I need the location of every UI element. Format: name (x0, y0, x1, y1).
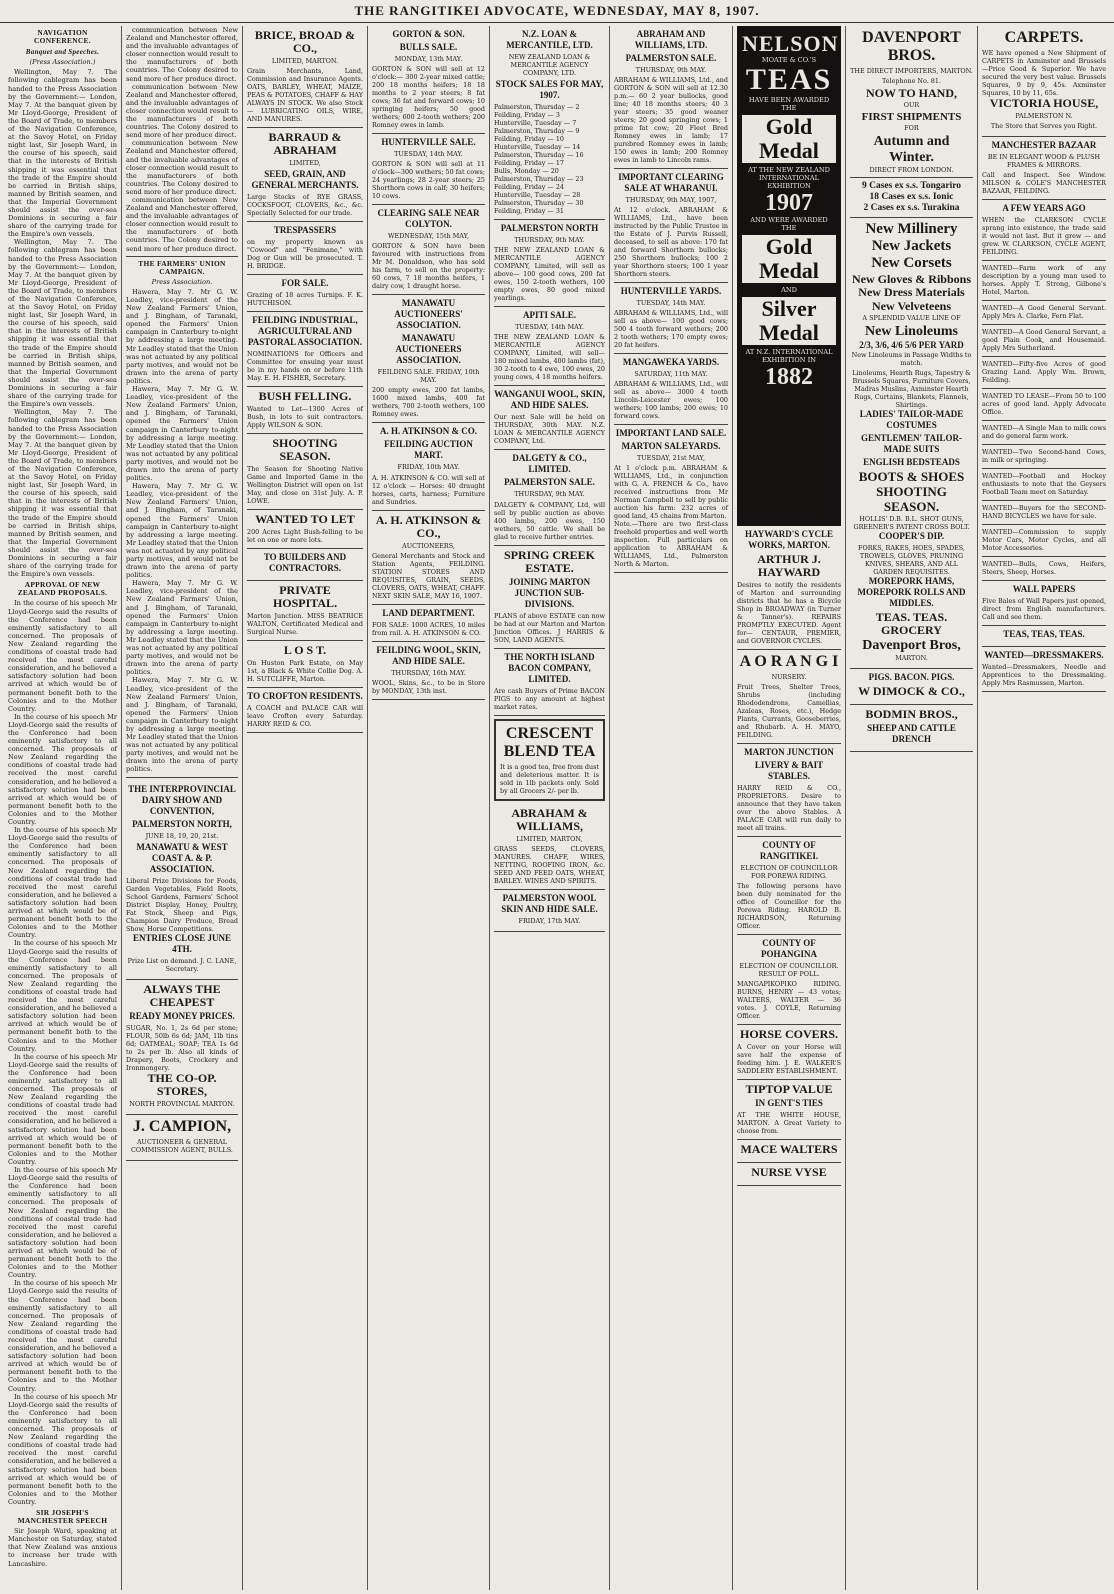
article-body-cont: In the course of his speech Mr Lloyd-George said the results of the Conference had been eminently satisfactory to all concerned. The proposals of New Zealand regarding the conditions of coastal trade had received the most careful consideration, and he believed a satisfactory solution had been arrived at which would be of permanent benefit both to the Colonies and to the Mother Country. (8, 1052, 117, 1166)
wanted-notice: WANTED—Fifty-five Acres of good Grazing Land. Apply Wm. Brown, Feilding. (982, 357, 1106, 389)
coop-stores-ad: ALWAYS THE CHEAPEST READY MONEY PRICES. SUGAR, No. 1, 2s 6d per stone; FLOUR, 50lb 6s 6d; JAM, 1lb tins 6d; OATMEAL; SOAP; TEA 1s 6d to 2s per lb. Also all kinds of Drapery, Boots, Crockery and Ironmongery. THE CO-OP. STORES, NORTH PROVINCIAL MARTON. (126, 980, 238, 1115)
fixture-row: Palmerston, Thursday — 23 (494, 175, 584, 184)
article-body-cont: In the course of his speech Mr Lloyd-George said the results of the Conference had been eminently satisfactory to all concerned. The proposals of New Zealand regarding the conditions of coastal trade had received the most careful consideration, and he believed a satisfactory solution had been arrived at which would be of permanent benefit both to the Colonies and to the Mother Country. (8, 1392, 117, 1506)
fixture-row: Feilding, Friday — 3 (494, 111, 560, 120)
crescent-tea-ad: CRESCENT BLEND TEA It is a good tea, free from dust and deleterious matter. It is sold in 1lb packets only. Sold by all Grocers 2/- per lb. (494, 719, 605, 801)
aorangi-nursery-ad: A O R A N G I NURSERY. Fruit Trees, Shelter Trees, Shrubs (including Rhododendrons, Camellias, Azaleas, Roses, etc.), Hedge Plants, Currants, Gooseberries, and Rhubarb. A. H. MAYO, FEILDING. (737, 650, 841, 744)
article-body: Sir Joseph Ward, speaking at Manchester on Saturday, stated that New Zealand was anxious to increase her trade with Lancashire. (8, 1527, 117, 1568)
wanted-notices-list (982, 261, 1106, 581)
manawatu-auctioneers-ad: MANAWATU AUCTIONEERS' ASSOCIATION. MANAWATU AUCTIONEERS ASSOCIATION. FEILDING SALE. FRIDAY, 10th MAY. 200 empty ewes, 200 fat lambs, 1600 mixed lambs, 400 fat wethers, 700 2-tooth wethers, 100 Romney ewes. (372, 295, 485, 423)
mace-walters-ad: MACE WALTERS (737, 1140, 841, 1163)
atkinson-auction-mart-ad: A. H. ATKINSON & CO. FEILDING AUCTION MART. FRIDAY, 10th MAY. A. H. ATKINSON & CO. will sell at 12 o'clock — Horses: 40 draught horses, carts, harness; Furniture and Sundries. (372, 423, 485, 510)
apiti-sale-ad: APITI SALE. TUESDAY, 14th MAY. THE NEW ZEALAND LOAN & MERCANTILE AGENCY COMPANY, Limited, will sell— 180 mixed lambs, 400 lambs (fat), 30 2-tooth to 4 ewe, 100 ewes, 20 young cows, 4 18 months heifers. (494, 307, 605, 386)
teas-ad: TEAS, TEAS, TEAS. (982, 626, 1106, 647)
fixture-row: Hunterville, Tuesday — 28 (494, 191, 581, 200)
shooting-season-notice: SHOOTING SEASON. The Season for Shooting Native Game and Imported Game in the Wellington District will open on 1st May, and close on 31st July. A. P. LOWE. (247, 434, 363, 510)
dressmakers-ad: WANTED—DRESSMAKERS. Wanted—Dressmakers, Needle and Apprentices to the Dressmaking. Apply Mrs Rasmussen, Marton. (982, 647, 1106, 692)
barraud-abraham-ad: BARRAUD & ABRAHAM LIMITED, SEED, GRAIN, AND GENERAL MERCHANTS. Large Stocks of RYE GRASS, COCKSFOOT, CLOVERS, &c., &c. Specially Selected for our trade. (247, 128, 363, 222)
horse-covers-ad: HORSE COVERS. A Cover on your Horse will save half the expense of feeding him. J. E. WALKER'S SADDLERY ESTABLISHMENT. (737, 1025, 841, 1080)
column-6 (609, 26, 732, 1590)
article-body-cont: In the course of his speech Mr Lloyd-George said the results of the Conference had been eminently satisfactory to all concerned. The proposals of New Zealand regarding the conditions of coastal trade had received the most careful consideration, and he believed a satisfactory solution had been arrived at which would be of permanent benefit both to the Colonies and to the Mother Country. (8, 939, 117, 1053)
feilding-wool-sale-ad: FEILDING WOOL, SKIN, AND HIDE SALE. THURSDAY, 16th MAY. WOOL, Skins, &c., to be in Store by MONDAY, 13th inst. (372, 642, 485, 700)
white-house-ties-ad: TIPTOP VALUE IN GENT'S TIES AT THE WHITE HOUSE, MARTON. A Great Variety to choose from. (737, 1080, 841, 1140)
hayward-cycle-ad: HAYWARD'S CYCLE WORKS, MARTON. ARTHUR J. HAYWARD Desires to notify the residents of Marton and surrounding districts that he has a Bicycle Shop in BROADWAY (in Turner & Tanner's). REPAIRS PROMPTLY EXECUTED. Agent for— CENTAUR, PREMIER, and GOVERNOR CYCLES. (737, 526, 841, 650)
livery-stables-ad: MARTON JUNCTION LIVERY & BAIT STABLES. HARRY REID & CO., PROPRIETORS. Desire to announce that they have taken over the above Stables. A PALACE CAR will run daily to meet all trains. (737, 744, 841, 837)
article-body-cont: communication between New Zealand and Manchester offered, and the invaluable advantages of closer connection would result to the manufacturers of both countries. The Colony desired to send more of her produce direct. (126, 82, 238, 140)
nz-loan-mercantile-ad: N.Z. LOAN & MERCANTILE, LTD. NEW ZEALAND LOAN & MERCANTILE AGENCY COMPANY, LTD. STOCK SALES FOR MAY, 1907. Palmerston, Thursday — 2 Feilding, Friday — 3 Hunterville, Tuesday — 7 Palmerston, Thursday — 9 Feilding, Friday — 10 Hunterville, Tuesday — 14 Palmerston, Thursday — 16 Feilding, Friday — 17 Bulls, Monday — 20 Palmerston, Thursday — 23 Feilding, Friday — 24 Hunterville, Tuesday — 28 Palmerston, Thursday — 30 Feilding, Friday — 31 (494, 26, 605, 220)
feilding-association-notice: FEILDING INDUSTRIAL, AGRICULTURAL AND PASTORAL ASSOCIATION. NOMINATIONS for Officers and Committee for ensuing year must be in my hands on or before 11th May. E. H. FISHER, Secretary. (247, 312, 363, 387)
wanted-notice: WANTED—Football and Hockey enthusiasts to note that the Geysers Football Team meet on Saturday. (982, 469, 1106, 501)
palmerston-north-sale-ad: PALMERSTON NORTH THURSDAY, 9th MAY. THE NEW ZEALAND LOAN & MERCANTILE AGENCY COMPANY, Limited, will sell as above— 100 good cows, 200 fat ewes, 150 2-tooth wethers, 100 empty ewes, 80 good mixed yearlings. (494, 220, 605, 307)
article-heading: APPROVAL OF NEW ZEALAND PROPOSALS. (17, 580, 108, 598)
abraham-williams-seeds-ad: ABRAHAM & WILLIAMS, LIMITED, MARTON, GRASS SEEDS, CLOVERS, MANURES. CHAFF, WIRES, NETTING, ROOFING IRON, &c. SEED AND FEED OATS, WHEAT, BARLEY. WINES AND SPIRITS. (494, 804, 605, 890)
for-sale-notice: FOR SALE. Grazing of 18 acres Turnips. F. K. HUTCHISON. (247, 275, 363, 312)
fixture-row: Hunterville, Tuesday — 14 (494, 143, 581, 152)
nurse-vyse-ad: NURSE VYSE (737, 1163, 841, 1186)
article-body-cont: In the course of his speech Mr Lloyd-George said the results of the Conference had been eminently satisfactory to all concerned. The proposals of New Zealand regarding the conditions of coastal trade had received the most careful consideration, and he believed a satisfactory solution had been arrived at which would be of permanent benefit both to the Colonies and to the Mother Country. (8, 1166, 117, 1280)
mangaweka-yards-ad: MANGAWEKA YARDS. SATURDAY, 11th MAY. ABRAHAM & WILLIAMS, Ltd., will sell as above— 3000 4 tooth Lincoln-Leicester ewes; 100 wethers; 100 lambs; 200 ewes; 10 forward cows. (614, 354, 728, 425)
article-body: communication between New Zealand and Manchester offered, and the invaluable advantages of closer connection would result to the manufacturers of both countries. The Colony desired to send more of her produce direct. (126, 26, 238, 83)
article-source: Press Association. (151, 277, 213, 286)
column-4 (367, 26, 489, 1590)
column-5 (489, 26, 609, 1590)
rangitikei-election-ad: COUNTY OF RANGITIKEI. ELECTION OF COUNCILLOR FOR POREWA RIDING. The following persons have been duly nominated for the office of Councillor for the Porewa Riding. HAROLD B. RICHARDSON, Returning Officer. (737, 837, 841, 935)
article-body-cont: Wellington, May 7. The following cablegram has been handed to the Press Association by the Government:— London, May 7. At the banquet given by Mr Lloyd-George, President of the Board of Trade, to members of the Navigation Conference, at the Savoy Hotel, on Friday night last, Sir Joseph Ward, in the course of his speech, said that in the interests of British shipping it was essential that the trade of the Empire should be carried in British ships, manned by British seamen, and that the Imperial Government should assist the over-sea Dominions in securing a fair share of the carrying trade for the Empire's own vessels. (8, 238, 117, 409)
spring-creek-estate-ad: SPRING CREEK ESTATE. JOINING MARTON JUNCTION SUB-DIVISIONS. PLANS of above ESTATE can now be had at our Marton and Marton Junction Offices. J HARRIS & SON, LAND AGENTS. (494, 546, 605, 649)
bush-felling-notice: BUSH FELLING. Wanted to Let—1300 Acres of Bush, in lots to suit contractors. Apply WILSON & SON. (247, 387, 363, 434)
column-3 (242, 26, 367, 1590)
wanted-notice: WANTED—Bulls, Cows, Heifers, Steers, Sheep, Horses. (982, 557, 1106, 581)
article-heading: THE FARMERS' UNION CAMPAIGN. (138, 258, 226, 276)
lost-notice: L O S T. On Huston Park Estate, on May 1st, a Black & White Collie Dog. A. H. SUTCLIFFE, Marton. (247, 641, 363, 688)
bacon-company-ad: THE NORTH ISLAND BACON COMPANY, LIMITED. Are cash Buyers of Prime BACON PIGS to any amount at highest market rates. (494, 649, 605, 716)
dairy-show-ad: THE INTERPROVINCIAL DAIRY SHOW AND CONVENTION, PALMERSTON NORTH, JUNE 18, 19, 20, 21st. MANAWATU & WEST COAST A. & P. ASSOCIATION. Liberal Prize Divisions for Foods, Garden Vegetables, Field Roots, School Gardens, Farmers' School District Display, Honey, Poultry, Fat Stock, Sheep and Pigs, Champion Dairy Produce, Bread Show, Horse Competitions. ENTRIES CLOSE JUNE 4TH. Prize List on demand. J. C. LANE, Secretary. (126, 781, 238, 980)
article-heading: NAVIGATION CONFERENCE. (34, 28, 91, 46)
fixture-row: Palmerston, Thursday — 9 (494, 127, 580, 136)
article-body-cont: Hawera, May 7. Mr G. W. Leadley, vice-president of the New Zealand Farmers' Union, and J. Bingham, of Taranaki, opened the Farmers' Union campaign in Canterbury to-night by addressing a large meeting. Mr Leadley stated that the Union was not actuated by any political party motives, and would not be drawn into the arena of party politics. (126, 482, 238, 580)
article-body-cont: In the course of his speech Mr Lloyd-George said the results of the Conference had been eminently satisfactory to all concerned. The proposals of New Zealand regarding the conditions of coastal trade had received the most careful consideration, and he believed a satisfactory solution had been arrived at which would be of permanent benefit both to the Colonies and to the Mother Country. (8, 826, 117, 940)
wanted-notice: WANTED—Farm work of any description by a young man used to horses. Apply T. Strong, Gilbone's Hotel, Marton. (982, 261, 1106, 301)
wall-papers-ad: WALL PAPERS Five Bales of Wall Papers just opened, direct from English manufacturers. Call and see them. (982, 581, 1106, 626)
column-2 (121, 26, 242, 1590)
article-body-cont: Hawera, May 7. Mr G. W. Leadley, vice-president of the New Zealand Farmers' Union, and J. Bingham, of Taranaki, opened the Farmers' Union campaign in Canterbury to-night by addressing a large meeting. Mr Leadley stated that the Union was not actuated by any political party motives, and would not be drawn into the arena of party politics. (126, 579, 238, 677)
builders-notice: TO BUILDERS AND CONTRACTORS. (247, 549, 363, 581)
sale-fixtures-list (494, 103, 605, 215)
private-hospital-ad: PRIVATE HOSPITAL. Marton Junction. MISS BEATRICE WALTON, Certificated Medical and Surgical Nurse. (247, 581, 363, 641)
article-body: In the course of his speech Mr Lloyd-George said the results of the Conference had been eminently satisfactory to all concerned. The proposals of New Zealand regarding the conditions of coastal trade had received the most careful consideration, and he believed a satisfactory solution had been arrived at which would be of permanent benefit both to the Colonies and to the Mother Country. (8, 599, 117, 713)
article-source: (Press Association.) (29, 58, 96, 67)
atkinson-merchants-ad: A. H. ATKINSON & CO., AUCTIONEERS, General Merchants and Stock and Station Agents, FEILDING. STATION STORES AND REQUISITES, GRAIN, SEEDS, CLOVERS, OATS, WHEAT, CHAFF. NEXT SKIN SALE, MAY 16, 1907. (372, 511, 485, 605)
nelson-teas-ad: NELSON MOATE & CO.'S TEAS HAVE BEEN AWARDED THE Gold Medal AT THE NEW ZEALAND INTERNATIONAL EXHIBITION 1907 AND WERE AWARDED THE Gold Medal AND Silver Medal AT N.Z. INTERNATIONAL EXHIBITION IN 1882 (737, 26, 841, 526)
fixture-row: Hunterville, Tuesday — 7 (494, 119, 577, 128)
column-9 (977, 26, 1110, 1590)
wanted-notice: WANTED—Commission to supply Motor Cars, Motor Cycles, and all Motor Accessories. (982, 525, 1106, 557)
wanted-notice: WANTED—A Good General Servant. Apply Mrs A. Clarke, Fern Flat. (982, 301, 1106, 325)
column-8 (845, 26, 977, 1590)
article-body-cont: Wellington, May 7. The following cablegram has been handed to the Press Association by the Government:— London, May 7. At the banquet given by Mr Lloyd-George, President of the Board of Trade, to members of the Navigation Conference, at the Savoy Hotel, on Friday night last, Sir Joseph Ward, in the course of his speech, said that in the interests of British shipping it was essential that the trade of the Empire should be carried in British ships, manned by British seamen, and that the Imperial Government should assist the over-sea Dominions in securing a fair share of the carrying trade for the Empire's own vessels. (8, 408, 117, 579)
fixture-row: Feilding, Friday — 17 (494, 159, 564, 168)
trespassers-notice: TRESPASSERS on my property known as "Cowood" and "Fenimane," with Dog or Gun will be prosecuted. T. H. BRIDGE. (247, 222, 363, 275)
article-body: Hawera, May 7. Mr G. W. Leadley, vice-president of the New Zealand Farmers' Union, and J. Bingham, of Taranaki, opened the Farmers' Union campaign in Canterbury to-night by addressing a large meeting. Mr Leadley stated that the Union was not actuated by any political party motives, and would not be drawn into the arena of party politics. (126, 287, 238, 385)
article-heading: SIR JOSEPH'S MANCHESTER SPEECH (17, 1507, 108, 1526)
article-body-cont: communication between New Zealand and Manchester offered, and the invaluable advantages of closer connection would result to the manufacturers of both countries. The Colony desired to send more of her produce direct. (126, 195, 238, 253)
wanted-notice: WANTED—A Single Man to milk cows and do general farm work. (982, 421, 1106, 445)
article-body-cont: In the course of his speech Mr Lloyd-George said the results of the Conference had been eminently satisfactory to all concerned. The proposals of New Zealand regarding the conditions of coastal trade had received the most careful consideration, and he believed a satisfactory solution had been arrived at which would be of permanent benefit both to the Colonies and to the Mother Country. (8, 712, 117, 826)
hunterville-sale-ad: HUNTERVILLE SALE. TUESDAY, 14th MAY. GORTON & SON will sell at 11 o'clock—300 wethers; 50 fat cows; 24 yearlings; 28 2-year steers; 25 Shorthorn cows in calf; 30 heifers; 10 cows. (372, 134, 485, 205)
fixture-row: Feilding, Friday — 31 (494, 207, 564, 216)
article-subheading: Banquet and Speeches. (25, 48, 100, 57)
clarkson-cycle-ad: A FEW YEARS AGO WHEN the CLARKSON CYCLE sprang into existence, the trade said it would not last. But it grew — and grew. W. CLARKSON, CYCLE AGENT, FEILDING. (982, 200, 1106, 261)
colyton-clearing-sale-ad: CLEARING SALE NEAR COLYTON. WEDNESDAY, 15th MAY, GORTON & SON have been favoured with instructions from Mr M. Donaldson, who has sold his farm, to sell on the property: 60 cows, 7 18 months heifers, 1 dairy cow, 1 draught horse. (372, 205, 485, 295)
wanted-to-let-notice: WANTED TO LET 200 Acres Light Bush-felling to be let on one or more lots. (247, 510, 363, 549)
pohangina-election-ad: COUNTY OF POHANGINA ELECTION OF COUNCILLOR. RESULT OF POLL. MANGAPIKOPIKO RIDING. BURNS, HENRY — 43 votes; WALTERS, WALTER — 36 votes. J. COYLE, Returning Officer. (737, 935, 841, 1025)
important-land-sale-ad: IMPORTANT LAND SALE. MARTON SALEYARDS. TUESDAY, 21st MAY, At 1 o'clock p.m. ABRAHAM & WILLIAMS, Ltd., in conjunction with G. A. FRENCH & Co., have received instructions from Mr Norman Campbell to sell by public auction his farm: 232 acres of good land, 45 chains from Marton. Note.—There are two first-class freehold properties and well worth inspection. Full particulars on application to ABRAHAM & WILLIAMS, Ltd., Palmerston North & Marton. (614, 425, 728, 573)
fixture-row: Feilding, Friday — 24 (494, 183, 564, 192)
gorton-bulls-sale-ad: GORTON & SON. BULLS SALE. MONDAY, 13th MAY. GORTON & SON will sell at 12 o'clock:— 300 2-year mixed cattle; 200 18 months heifers; 18 18 months to 2 year steers; 8 fat cows; 36 fat and forward cows; 10 springing heifers; 50 good wethers; 600 2-tooth wethers; 200 Romney ewes in lamb. (372, 26, 485, 134)
article-body-cont: Hawera, May 7. Mr G. W. Leadley, vice-president of the New Zealand Farmers' Union, and J. Bingham, of Taranaki, opened the Farmers' Union campaign in Canterbury to-night by addressing a large meeting. Mr Leadley stated that the Union was not actuated by any political party motives, and would not be drawn into the arena of party politics. (126, 385, 238, 483)
crofton-residents-ad: TO CROFTON RESIDENTS. A COACH and PALACE CAR will leave Crofton every Saturday. HARRY REID & CO. (247, 688, 363, 733)
hunterville-yards-ad: HUNTERVILLE YARDS. TUESDAY, 14th MAY. ABRAHAM & WILLIAMS, Ltd., will sell as above— 100 good cows; 500 4 tooth forward wethers; 200 2 tooth wethers; 170 empty ewes; 20 fat heifers. (614, 283, 728, 354)
fixture-row: Feilding, Friday — 10 (494, 135, 564, 144)
article-body-cont: Hawera, May 7. Mr G. W. Leadley, vice-president of the New Zealand Farmers' Union, and J. Bingham, of Taranaki, opened the Farmers' Union campaign in Canterbury to-night by addressing a large meeting. Mr Leadley stated that the Union was not actuated by any political party motives, and would not be drawn into the arena of party politics. (126, 676, 238, 774)
wanted-notice: WANTED—Two Second-hand Cows, in milk or springing. (982, 445, 1106, 469)
article-body-cont: communication between New Zealand and Manchester offered, and the invaluable advantages of closer connection would result to the manufacturers of both countries. The Colony desired to send more of her produce direct. (126, 139, 238, 196)
fixture-row: Bulls, Monday — 20 (494, 167, 559, 176)
fixture-row: Palmerston, Thursday — 30 (494, 199, 584, 208)
article-body-cont: In the course of his speech Mr Lloyd-George said the results of the Conference had been eminently satisfactory to all concerned. The proposals of New Zealand regarding the conditions of coastal trade had received the most careful consideration, and he believed a satisfactory solution had been arrived at which would be of permanent benefit both to the Colonies and to the Mother Country. (8, 1279, 117, 1393)
abraham-williams-palmerston-ad: ABRAHAM AND WILLIAMS, LTD. PALMERSTON SALE. THURSDAY, 9th MAY. ABRAHAM & WILLIAMS, Ltd., and GORTON & SON will sell at 12.30 p.m.— 60 2 year bullocks, good line; 40 18 months steers; 40 3 year steers; 35 good weaner steers; 20 good springing cows; 1 prime fat cow; 20 Fleet Bred Romney ewes in lamb; 17 purebred Romney ewes in lamb; 150 ewes in lamb; 200 Romney ewes in lamb to Lincoln rams. (614, 26, 728, 169)
column-7 (732, 26, 845, 1590)
davenport-bros-ad: DAVENPORT BROS. THE DIRECT IMPORTERS, MARTON. Telephone No. 81. NOW TO HAND, OUR FIRST SHIPMENTS FOR Autumn and Winter. DIRECT FROM LONDON. 9 Cases ex s.s. Tongariro 18 Cases ex s.s. Ionic 2 Cases ex s.s. Turakina New Millinery New Jackets New Corsets New Gloves & Ribbons New Dress Materials New Velveteens A SPLENDID VALUE LINE OF New Linoleums 2/3, 3/6, 4/6 5/6 PER YARD New Linoleums in Passage Widths to match. Linoleums, Hearth Rugs, Tapestry & Brussels Squares, Furniture Covers, Madras Muslins, Axminster Hearth Rugs, Curtains, Blankets, Flannels, Shirtings. LADIES' TAILOR-MADE COSTUMES GENTLEMEN' TAILOR-MADE SUITS ENGLISH BEDSTEADS BOOTS & SHOES SHOOTING SEASON. HOLLIS' D.B. B.L. SHOT GUNS, GREENER'S PATENT CROSS BOLT. COOPER'S DIP. FORKS, RAKES, HOES, SPADES, TROWELS, GLOVES, PRUNING KNIVES, SHEARS, AND ALL GARDEN REQUISITES. MOREPORK HAMS, MOREPORK ROLLS AND MIDDLES. TEAS. TEAS. GROCERY Davenport Bros, MARTON. (850, 26, 973, 669)
campion-ad: J. CAMPION, AUCTIONEER & GENERAL COMMISSION AGENT, BULLS. (126, 1115, 238, 1161)
masthead: THE RANGITIKEI ADVOCATE, WEDNESDAY, MAY 8, 1907. (0, 0, 1114, 23)
wharanui-clearing-sale-ad: IMPORTANT CLEARING SALE AT WHARANUI. THURSDAY, 9th MAY, 1907, At 12 o'clock. ABRAHAM & WILLIAMS, Ltd., have been instructed by the Public Trustee in the Estate of J. Purvis Russell, deceased, to sell as above: 170 fat and forward Shorthorn bullocks; 250 Shorthorn bullocks; 100 2 year Shorthorn steers; 100 1 year Shorthorn steers. (614, 169, 728, 283)
wanted-notice: WANTED—Buyers for the SECOND-HAND BICYCLES we have for sale. (982, 501, 1106, 525)
dalgety-sale-ad: DALGETY & CO., LIMITED. PALMERSTON SALE. THURSDAY, 9th MAY. DALGETY & COMPANY, Ltd, will sell by public auction as above: 400 lambs, 200 ewes, 150 wethers, 50 cattle. We shall be glad to receive further entries. (494, 450, 605, 545)
land-department-ad: LAND DEPARTMENT. FOR SALE: 1000 ACRES, 10 miles from rail. A. H. ATKINSON & CO. (372, 605, 485, 642)
column-1 (4, 26, 121, 1590)
fixture-row: Palmerston, Thursday — 16 (494, 151, 584, 160)
wanted-notice: WANTED TO LEASE—From 50 to 100 acres of good land. Apply Advocate Office. (982, 389, 1106, 421)
carpets-ad: CARPETS. WE have opened a New Shipment of CARPETS in Axminster and Brussels—Price Good & Superior. We have secured the very best value. Brussels Squares, 9 by 9, 45s. Axminster Squares, 10 by 11, 65s. VICTORIA HOUSE, PALMERSTON N. The Store that Serves you Right. (982, 26, 1106, 137)
wanted-notice: WANTED—A Good General Servant, a good Plain Cook, and Housemaid. Apply Mrs Sutherland. (982, 325, 1106, 357)
brice-broad-ad: BRICE, BROAD & CO., LIMITED, MARTON. Grain Merchants, Land, Commission and Insurance Agents. OATS, BARLEY, WHEAT, MAIZE, PEAS & POTATOES, CHAFF & HAY ALWAYS IN STOCK. We also Stock— LUBRICATING OILS, WIRE, AND MANURES. (247, 26, 363, 128)
manchester-bazaar-ad: MANCHESTER BAZAAR BE IN ELEGANT WOOD & PLUSH FRAMES & MIRRORS. Call and Inspect. See Window. MILSON & COLE'S MANCHESTER BAZAAR, FEILDING. (982, 137, 1106, 200)
bodmin-bros-ad: BODMIN BROS., SHEEP AND CATTLE DRENCH (850, 705, 973, 752)
article-body: Wellington, May 7. The following cablegram has been handed to the Press Association by the Government:— London, May 7. At the banquet given by Mr Lloyd-George, President of the Board of Trade, to members of the Navigation Conference, at the Savoy Hotel, on Friday night last, Sir Joseph Ward, in the course of his speech, said that in the interests of British shipping it was essential that the trade of the Empire should be carried in British ships, manned by British seamen, and that the Imperial Government should assist the over-sea Dominions in securing a fair share of the carrying trade for the Empire's own vessels. (8, 68, 117, 239)
wanganui-wool-sale-ad: WANGANUI WOOL, SKIN, AND HIDE SALES. Our next Sale will be held on THURSDAY, 30th MAY. N.Z. LOAN & MERCANTILE AGENCY COMPANY, Ltd. (494, 386, 605, 450)
palmerston-wool-sale-ad: PALMERSTON WOOL SKIN AND HIDE SALE. FRIDAY, 17th MAY. (494, 890, 605, 932)
fixture-row: Palmerston, Thursday — 2 (494, 103, 580, 112)
dimock-pigs-ad: PIGS. BACON. PIGS. W DIMOCK & CO., (850, 669, 973, 705)
